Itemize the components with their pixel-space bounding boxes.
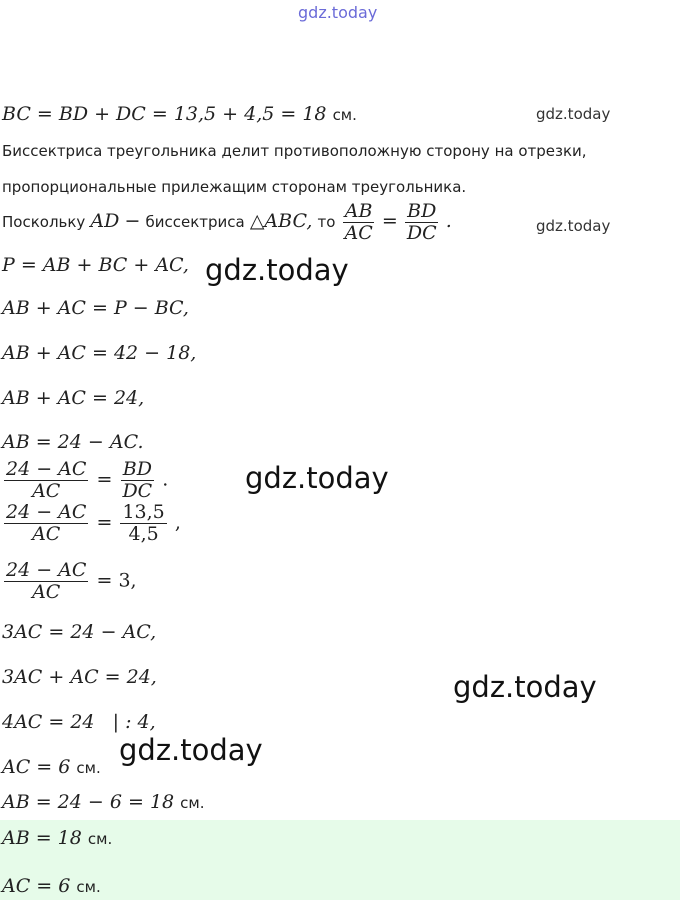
fraction-denominator: DC [406,221,437,244]
fraction-numerator: 24 − AC [6,458,87,480]
watermark-big-4: gdz.today [119,733,263,767]
fraction-numerator: 13,5 [122,501,165,523]
text-bisector-rule-1: Биссектриса треугольника делит противоположную сторону на отрезки, [2,142,587,160]
fraction-denominator: AC [32,522,61,545]
fraction-right [120,502,166,545]
equals-sign: = [96,468,113,491]
fraction-numerator: BD [407,200,437,222]
equation-ac-expr: AC = 6 [2,756,71,778]
answer-ac-expr: AC = 6 [2,875,71,897]
fraction-ab-ac [342,201,374,244]
watermark-big-1: gdz.today [205,253,349,287]
fraction-bd-dc [405,201,439,244]
fraction-denominator: AC [32,479,61,502]
unit-cm: см. [332,106,357,124]
equation-fraction-2 [2,502,181,545]
unit-cm: см. [180,794,205,812]
fraction-left [4,459,88,502]
fraction-numerator: AB [344,200,373,222]
unit-cm: см. [87,830,113,848]
equation-ab-final [2,791,205,813]
equation-bc [2,103,357,125]
period: . [162,468,169,491]
fraction-numerator: BD [122,458,152,480]
equation-bc-expr: BC = BD + DC = 13,5 + 4,5 = 18 [2,103,327,125]
fraction-numerator: 24 − AC [6,559,87,581]
text-bisector-rule-2: пропорциональные прилежащим сторонам треугольника. [2,178,467,196]
equation-ab: AB = 24 − AC. [2,431,144,453]
since-ad: AD [90,209,120,232]
equation-ac [2,756,101,778]
fraction-left [4,560,88,603]
equation-3ac: 3AC = 24 − AC, [2,621,157,643]
answer-ab [2,827,112,849]
watermark-big-2: gdz.today [245,461,389,495]
since-word: биссектриса [145,212,245,231]
answer-ab-expr: AB = 18 [2,827,82,849]
equation-sum-1: AB + AC = P − BC, [2,297,189,319]
watermark-big-3: gdz.today [453,670,597,704]
comma: , [174,511,181,534]
fraction-numerator: 24 − AC [6,501,87,523]
unit-cm: см. [76,878,101,896]
since-end: . [445,209,452,232]
fraction-denominator: AC [344,221,373,244]
equals-sign: = [96,511,113,534]
line-since-bisector [2,201,452,244]
since-prefix: Поскольку [2,212,86,231]
fraction-left [4,502,88,545]
fraction-denominator: AC [32,580,61,603]
since-triangle: △ABC, [249,209,313,232]
equation-sum-2: AB + AC = 42 − 18, [2,342,197,364]
equation-4ac: 4AC = 24 | : 4, [2,711,156,733]
watermark-small-2: gdz.today [536,217,611,235]
watermark-small-1: gdz.today [536,105,611,123]
equation-sum-3: AB + AC = 24, [2,387,145,409]
equation-fraction-3 [2,560,137,603]
watermark-top: gdz.today [298,3,378,22]
fraction-result: = 3, [96,569,137,592]
answer-ac [2,875,101,897]
fraction-denominator: DC [122,479,153,502]
equation-3ac-plus: 3AC + AC = 24, [2,666,157,688]
equation-ab-final-expr: AB = 24 − 6 = 18 [2,791,175,813]
fraction-denominator: 4,5 [128,522,159,545]
fraction-right [120,459,154,502]
since-eq: = [381,209,398,232]
equation-perimeter: P = AB + BC + AC, [2,254,189,276]
since-dash: − [124,209,141,232]
equation-fraction-1 [2,459,168,502]
unit-cm: см. [76,759,101,777]
since-then: то [317,212,336,231]
